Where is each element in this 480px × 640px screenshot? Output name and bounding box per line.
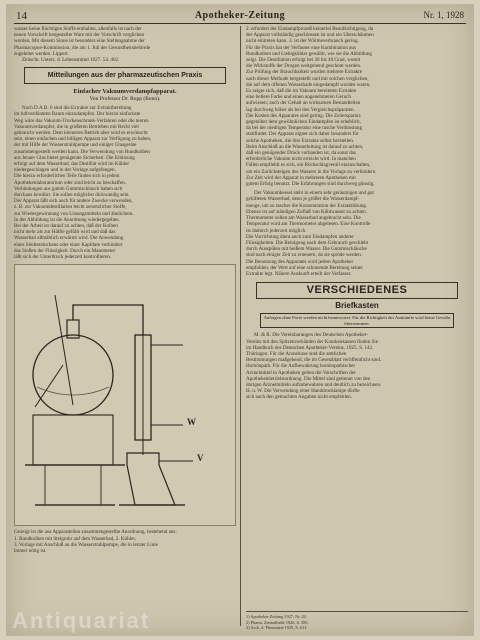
journal-title: Apotheker-Zeitung — [194, 10, 286, 21]
text-line: Der Apparat läßt sich auch für andere Zwecke verwenden, — [14, 198, 133, 205]
apparatus-figure — [14, 264, 236, 526]
text-line: Die Kosten des Apparates sind gering. Die Zeitersparnis — [246, 112, 361, 119]
text-line: 2) Pharm. Zentralhalle 1926, S. 389. — [246, 619, 309, 625]
text-line: Gezeigt ist die aus Apparatteilen zusammengestellte Anordnung, bestehend aus: — [14, 529, 177, 536]
text-line: 3) Arch. d. Pharmazie 1925, S. 611. — [246, 624, 308, 630]
text-line: durchaus bewährt. Sie sollen möglichst dickwandig sein. — [14, 192, 130, 199]
column-divider — [240, 26, 241, 626]
briefkasten-notice: Anfragen ohne Porto werden nicht beantwortet. Für die Richtigkeit der Auskünfte wird keine Gewähr übernommen. — [260, 313, 454, 328]
text-line: Apothekenlaboratorium oder sind leicht zu beschaffen. — [14, 179, 126, 186]
text-line: neuen Vorschrift hergestellte Ware mit der Vorschrift verglichen — [14, 32, 145, 39]
text-line: Beim Anschluß an die Wasserleitung ist darauf zu achten, — [246, 143, 364, 150]
text-line: da bei der niedrigen Temperatur eine rasche Verdunstung — [246, 125, 363, 132]
text-line: Apothekenbetriebsordnung. Die Mittel sind getrennt von den — [246, 375, 371, 382]
text-line: Bestimmungen maßgebend, die im Gesetzblatt veröffentlicht sind. — [246, 357, 382, 364]
header-rule — [14, 23, 466, 24]
text-line: sind nach einiger Zeit zu erneuern, da sie spröde werden. — [246, 252, 363, 259]
text-line: übrigen Arzneimitteln aufzubewahren und deutlich zu bezeichnen. — [246, 381, 382, 388]
text-line: Rundkolben und Liebigkühler gewählt, wie sie die Abbildung — [246, 50, 372, 57]
text-line: In der Abbildung ist die Anordnung wiedergegeben. — [14, 216, 120, 223]
right-column — [246, 26, 468, 630]
text-line: Temperatur wird am Thermometer abgelesen. Eine Kontrolle — [246, 221, 371, 228]
text-line: läßt sich der Unterdruck jederzeit kontrollieren. — [14, 254, 112, 261]
text-line: gutem Erfolg benutzt. Die Erfahrungen sind durchweg günstig. — [246, 181, 375, 188]
text-line: Ebenso ist auf ständigen Zufluß von Kühlwasser zu achten. — [246, 208, 367, 215]
article-body — [14, 105, 236, 260]
text-line: durch Ausspülen mit heißem Wasser. Die Gummischläuche — [246, 246, 367, 253]
text-line: Homöopath. Für die Aufbewahrung homöopathischer — [246, 363, 356, 370]
text-line: stattfindet. Der Apparat eignet sich daher besonders für — [246, 131, 359, 138]
article-title: Einfacher Vakuumverdampfapparat. — [73, 88, 177, 96]
text-line: erforderliche Vakuum nicht erreicht wird. In manchen — [246, 156, 356, 163]
text-line: empfohlen, der Wert auf eine schonende Bereitung seiner — [246, 264, 363, 271]
text-line: Die Benutzung des Apparates wird jedem Apotheker — [246, 258, 354, 265]
text-line: die auf dem offenen Wasserbade eingedampft worden waren. — [246, 81, 371, 88]
text-line: Zur Prüfung der Brauchbarkeit wurden mehrere Extrakte — [246, 69, 362, 76]
text-line: 3. Vorlage mit Anschluß an die Wasserstrahlpumpe, die in letzter Linie — [14, 541, 158, 548]
text-line: Vereins mit den Spitzenverbänden der Krankenkassen finden Sie — [246, 338, 378, 345]
text-line: nach dieser Methode hergestellt und mit solchen verglichen, — [246, 75, 369, 82]
label-v: V — [197, 453, 204, 464]
text-line: im Handbuch des Deutschen Apotheker-Vereins, 1925. S. 143. — [246, 344, 374, 351]
source-line: Zeitschr. Unters. d. Lebensmittel 1927. 54. 462. — [22, 57, 120, 64]
page-number: 14 — [16, 10, 27, 22]
text-line: zeigt. Die Destillation erfolgt bei 30 bis 40 Grad, womit — [246, 57, 361, 64]
text-line: wasser keine flüchtigen Stoffe enthalten, allenfalls ist nach der — [14, 26, 142, 32]
text-line: daß ein genügender Druck vorhanden ist, da sonst das — [246, 150, 356, 157]
article-continuation — [246, 190, 468, 277]
newspaper-page — [6, 4, 474, 636]
text-line: der mit Hilfe der Wasserstrahlpumpe und einiger Glasgeräte — [14, 142, 137, 149]
continued-article — [246, 26, 468, 187]
text-line: niedergeschlagen und in der Vorlage aufgefangen. — [14, 167, 116, 174]
text-line: der Apparat vollständig geschlossen ist und ein Überschäumen — [246, 32, 374, 39]
intro-paragraph — [14, 26, 236, 57]
text-line: Extrakte legt. Nähere Auskunft erteilt der Verfasser. — [246, 270, 352, 277]
text-line: gegenüber dem gewöhnlichen Eindampfen ist erheblich, — [246, 119, 361, 126]
text-line: menge, um so rascher die Konzentration der Extraktlösung. — [246, 202, 368, 209]
text-line: nicht mehr als zur Hälfte gefüllt wird und daß das — [14, 229, 116, 236]
text-line: lag durchweg höher als bei den Vergleichspräparaten. — [246, 106, 355, 113]
text-line: aufwiesen; auch der Gehalt an wirksamen Bestandteilen — [246, 100, 361, 107]
left-column — [14, 26, 236, 630]
watermark: Antiquariat — [12, 608, 151, 633]
briefkasten-heading: Briefkasten — [335, 301, 379, 311]
text-line: Für die Praxis hat der Verfasser eine Kombination aus — [246, 44, 356, 51]
text-line: im luftverdünnten Raum einzudampfen. Der hierzu einfachste — [14, 111, 141, 118]
text-line: solche Apotheken, die ihre Extrakte selbst herstellen. — [246, 137, 355, 144]
text-line: erfolgt auf dem Wasserbad, das Destillat wird im Kühler — [14, 161, 130, 168]
text-line: Arzneimittel in Apotheken gelten die Vorschriften der — [246, 369, 356, 376]
text-line: gelüfteten Wasserbad, denn je größer die Wasserdampf- — [246, 196, 360, 203]
text-line: die Wirkstoffe der Drogen weitgehend geschont werden. — [246, 63, 362, 70]
capillary — [55, 295, 73, 405]
figure-caption — [14, 529, 236, 554]
thermometer — [35, 365, 63, 407]
section-heading-verschiedenes: VERSCHIEDENES — [256, 282, 458, 299]
text-line: zusammengestellt werden kann. Die Verwendung von Rundkolben — [14, 148, 150, 155]
text-line: eines Siedesteinchens oder einer Kapillare verhindert — [14, 241, 123, 248]
section-header-box: Mitteilungen aus der pharmazeutischen Praxis — [24, 67, 226, 84]
text-line: 2. erfordert der Eindampfprozeß keinerlei Beaufsichtigung, da — [246, 26, 374, 32]
text-line: das Stoßen der Flüssigkeit. Durch ein Manometer — [14, 247, 116, 254]
text-line: Die hierzu erforderlichen Teile finden sich in jedem — [14, 173, 120, 180]
text-line: Pharmacopoe-Kommission, die am 1. Juli der Gesundheitsbehörde — [14, 44, 151, 51]
text-line: Flüssigkeiten. Die Reinigung nach dem Gebrauch geschieht — [246, 239, 369, 246]
text-line: Es zeigte sich, daß die im Vakuum bereiteten Extrakte — [246, 88, 357, 95]
text-line: zur Wiedergewinnung von Lösungsmitteln und ähnlichem. — [14, 210, 134, 217]
text-line: Die Vorrichtung dient auch zum Eindampfen anderer — [246, 233, 354, 240]
text-line: Fällen empfiehlt es sich, ein Rückschlagventil einzuschalten, — [246, 162, 371, 169]
text-line: H. u. W. Die Verwendung einer Handdrucklampe dürfte — [246, 388, 360, 395]
text-line: zugeleitet werden. Lippert. — [14, 50, 69, 57]
text-line: Vakuumverdampfer, die in größeren Betrieben mit Recht viel — [14, 123, 139, 130]
text-line: immer nötig ist. — [14, 547, 47, 554]
footnotes — [246, 611, 468, 630]
label-w: W — [187, 417, 196, 428]
text-line: ist dadurch jederzeit möglich. — [246, 227, 307, 234]
text-line: Verbindungen aus gutem Gummischlauch haben sich — [14, 185, 123, 192]
text-line: Bei der Arbeit ist darauf zu achten, daß der Kolben — [14, 223, 118, 230]
text-line: z. B. zur Vakuumdestillation leicht zersetzlicher Stoffe, — [14, 204, 127, 211]
text-line: eine hellere Farbe und einen angenehmeren Geruch — [246, 94, 351, 101]
text-line: sein, einen einfachen und billigen Apparat zur Verfügung zu haben, — [14, 136, 152, 143]
briefkasten-entries — [246, 332, 468, 400]
text-line: Wasserbad allmählich erwärmt wird. Die Anwendung — [14, 235, 124, 242]
text-line: Zur Zeit wird der Apparat in mehreren Apotheken mit — [246, 174, 356, 181]
article-author: Von Professor Dr. Rupp (Bonn). — [89, 96, 161, 103]
water-bath — [33, 415, 113, 465]
text-line: Thermometer sollen am Wasserbad angebracht sein. Die — [246, 215, 361, 222]
text-line: M. & R. Die Vereinbarungen des Deutschen Apotheker- — [254, 332, 368, 339]
text-line: gebraucht werden. Dem kleineren Betrieb aber wird es erwünscht — [14, 130, 148, 137]
text-line: sich nach den gemachten Angaben nicht empfehlen. — [246, 394, 352, 401]
text-line: 1. Rundkolben mit Steigrohr auf dem Wasserbad, 2. Kühler, — [14, 535, 137, 542]
delivery-tube — [73, 305, 143, 335]
text-line: Weg wäre das Vakuum-Trockenschrank-Verfahren oder die teuren — [14, 117, 149, 124]
text-line: worden. Mit diesem Sinne ist besonders eine Stellungnahme der — [14, 38, 145, 45]
text-line: Thüringen. Für die Arzneitaxe sind die amtlichen — [246, 350, 347, 357]
text-line: Nach D.A.B. 6 sind die Extrakte zur Extraktbereitung — [22, 105, 132, 112]
apparatus-drawing — [15, 265, 235, 525]
text-line: 1) Apotheker-Zeitung 1927, Nr. 42. — [246, 614, 307, 620]
issue-number: Nr. 1, 1928 — [423, 10, 464, 20]
page-header — [14, 8, 466, 24]
text-line: Der Vakuumkessel steht in einem sehr geräumigen und gut — [254, 190, 374, 197]
text-line: aus Jenaer Glas bietet genügende Sicherheit. Die Erhitzung — [14, 154, 135, 161]
text-line: nicht eintreten kann. 3. ist der Wärmeverbrauch gering. — [246, 38, 359, 45]
text-line: um ein Zurücksteigen des Wassers in die Vorlage zu verhindern. — [246, 168, 377, 175]
